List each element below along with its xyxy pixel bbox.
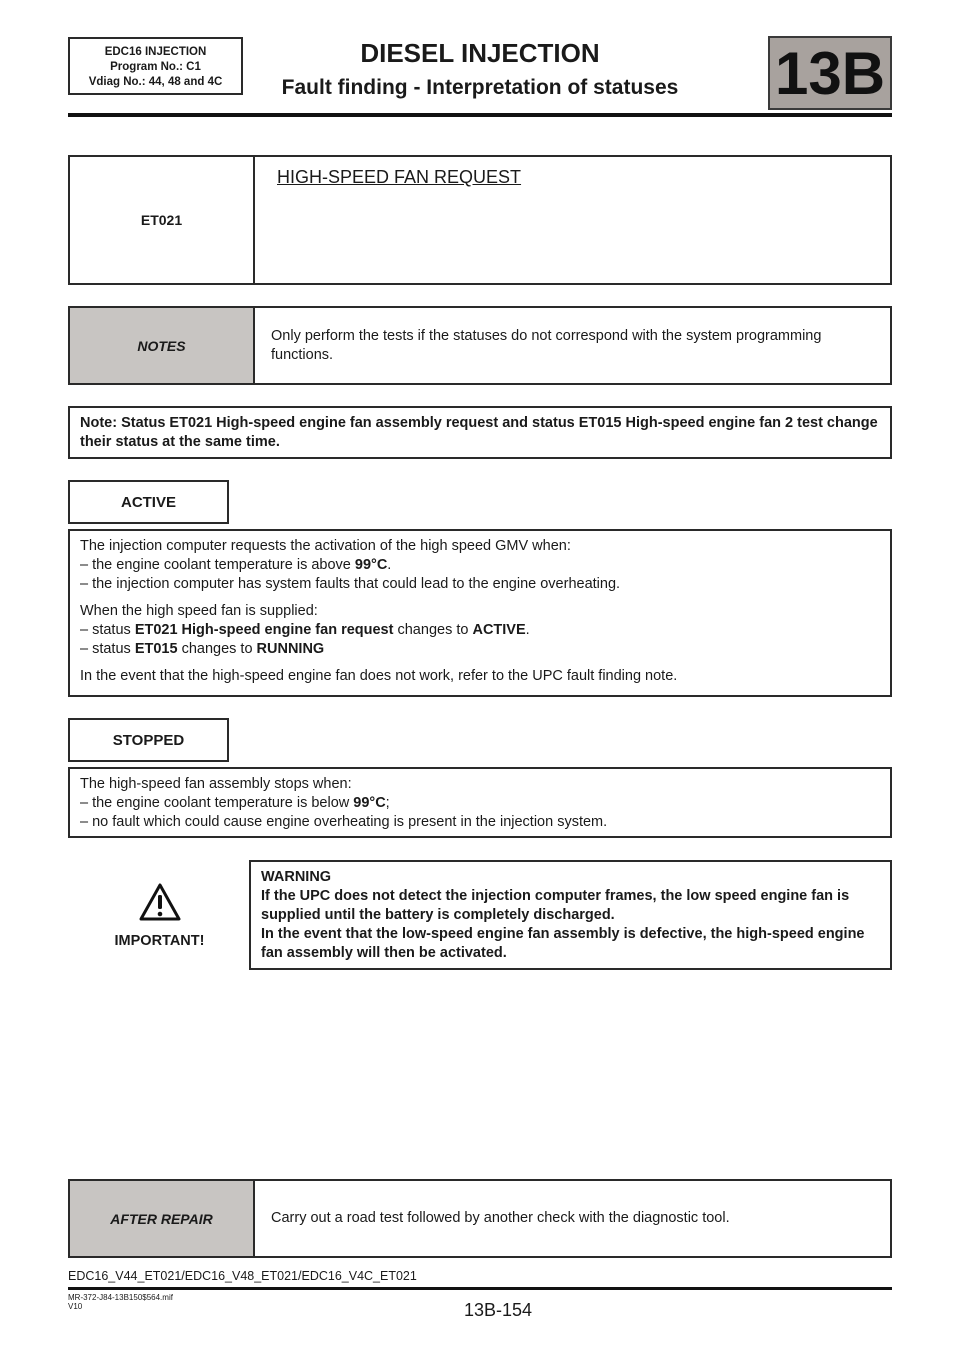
active-status-1: – status ET021 High-speed engine fan request changes to ACTIVE. — [80, 622, 530, 638]
notes-box — [68, 306, 892, 385]
footer-file: MR-372-J84-13B150$564.mif — [68, 1293, 173, 1302]
active-intro: The injection computer requests the activation of the high speed GMV when: — [80, 538, 571, 554]
warning-text-2: In the event that the low-speed engine fan assembly is defective, the high-speed engine fan assembly will then be activated. — [261, 926, 865, 961]
active-closing: In the event that the high-speed engine fan does not work, refer to the UPC fault finding note. — [80, 668, 678, 684]
stopped-condition-2: – no fault which could cause engine overheating is present in the injection system. — [80, 814, 608, 830]
after-repair-label: AFTER REPAIR — [70, 1181, 255, 1256]
page-subtitle: Fault finding - Interpretation of statuses — [281, 76, 679, 99]
header-divider — [68, 113, 892, 117]
program-info-box — [68, 37, 243, 95]
page-title: DIESEL INJECTION — [360, 38, 600, 68]
info-line: Program No.: C1 — [110, 61, 201, 73]
info-line: Vdiag No.: 44, 48 and 4C — [88, 76, 223, 88]
footer-reference: EDC16_V44_ET021/EDC16_V48_ET021/EDC16_V4C_ET021 — [68, 1269, 417, 1283]
warning-box — [249, 860, 892, 970]
stopped-description — [68, 767, 892, 838]
info-line: EDC16 INJECTION — [104, 46, 207, 58]
chapter-badge: 13B — [768, 36, 892, 110]
important-section — [68, 860, 251, 970]
after-repair-text: Carry out a road test followed by another check with the diagnostic tool. — [271, 1210, 730, 1226]
active-label: ACTIVE — [68, 480, 229, 524]
note-box: Note: Status ET021 High-speed engine fan assembly request and status ET015 High-speed engine fan 2 test change their status at the same time. — [68, 406, 892, 459]
warning-title: WARNING — [261, 869, 332, 885]
active-condition-2: – the injection computer has system faults that could lead to the engine overheating. — [80, 576, 621, 592]
status-code: ET021 — [70, 157, 255, 283]
warning-triangle-icon — [138, 882, 182, 922]
active-supplied: When the high speed fan is supplied: — [80, 603, 318, 619]
stopped-condition-1: – the engine coolant temperature is below 99°C; — [80, 795, 390, 811]
status-title-box — [68, 155, 892, 285]
stopped-label: STOPPED — [68, 718, 229, 762]
active-description — [68, 529, 892, 697]
important-label: IMPORTANT! — [114, 933, 205, 949]
active-status-2: – status ET015 changes to RUNNING — [80, 641, 325, 657]
stopped-intro: The high-speed fan assembly stops when: — [80, 776, 352, 792]
footer-divider — [68, 1287, 892, 1290]
footer-version: V10 — [68, 1302, 83, 1311]
footer-file-info — [68, 1293, 173, 1311]
notes-text: Only perform the tests if the statuses do not correspond with the system programming functions. — [271, 328, 822, 363]
status-name: HIGH-SPEED FAN REQUEST — [277, 167, 522, 187]
warning-text: If the UPC does not detect the injection computer frames, the low speed engine fan is supplied until the battery is completely discharged. — [261, 888, 850, 923]
page-number: 13B-154 — [463, 1300, 533, 1320]
notes-label: NOTES — [70, 308, 255, 383]
after-repair-box — [68, 1179, 892, 1258]
active-condition-1: – the engine coolant temperature is above 99°C. — [80, 557, 392, 573]
